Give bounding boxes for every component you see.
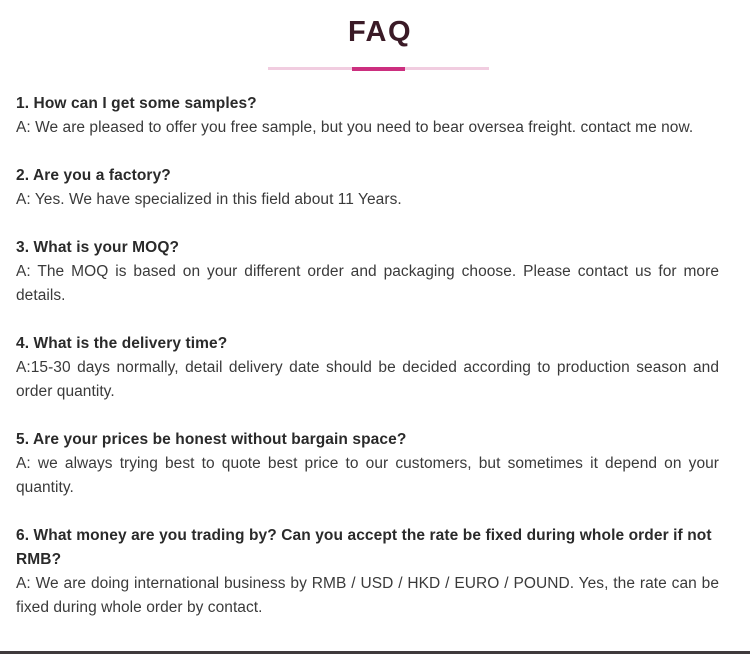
faq-answer: A: The MOQ is based on your different order and packaging choose. Please contact us for more details. — [16, 263, 719, 304]
faq-item-3 — [16, 236, 719, 308]
faq-answer: A: Yes. We have specialized in this field about 11 Years. — [16, 191, 402, 208]
faq-question: 3. What is your MOQ? — [16, 239, 180, 256]
faq-item-5 — [16, 428, 719, 500]
faq-answer: A: we always trying best to quote best price to our customers, but sometimes it depend on your quantity. — [16, 455, 719, 496]
faq-item-6 — [16, 524, 719, 620]
title-divider-accent — [352, 67, 405, 71]
faq-answer: A: We are doing international business by RMB / USD / HKD / EURO / POUND. Yes, the rate can be fixed during whole order by contact. — [16, 575, 719, 616]
faq-question: 4. What is the delivery time? — [16, 335, 228, 352]
faq-list — [16, 92, 719, 644]
faq-question: 2. Are you a factory? — [16, 167, 171, 184]
faq-item-4 — [16, 332, 719, 404]
faq-item-2 — [16, 164, 719, 212]
faq-question: 5. Are your prices be honest without bargain space? — [16, 431, 407, 448]
faq-question: 1. How can I get some samples? — [16, 95, 257, 112]
page-title: FAQ — [347, 16, 413, 48]
faq-item-1 — [16, 92, 719, 140]
faq-answer: A:15-30 days normally, detail delivery date should be decided according to production season and order quantity. — [16, 359, 719, 400]
faq-question: 6. What money are you trading by? Can you accept the rate be fixed during whole order if not RMB? — [16, 527, 712, 568]
faq-answer: A: We are pleased to offer you free sample, but you need to bear oversea freight. contact me now. — [16, 119, 694, 136]
